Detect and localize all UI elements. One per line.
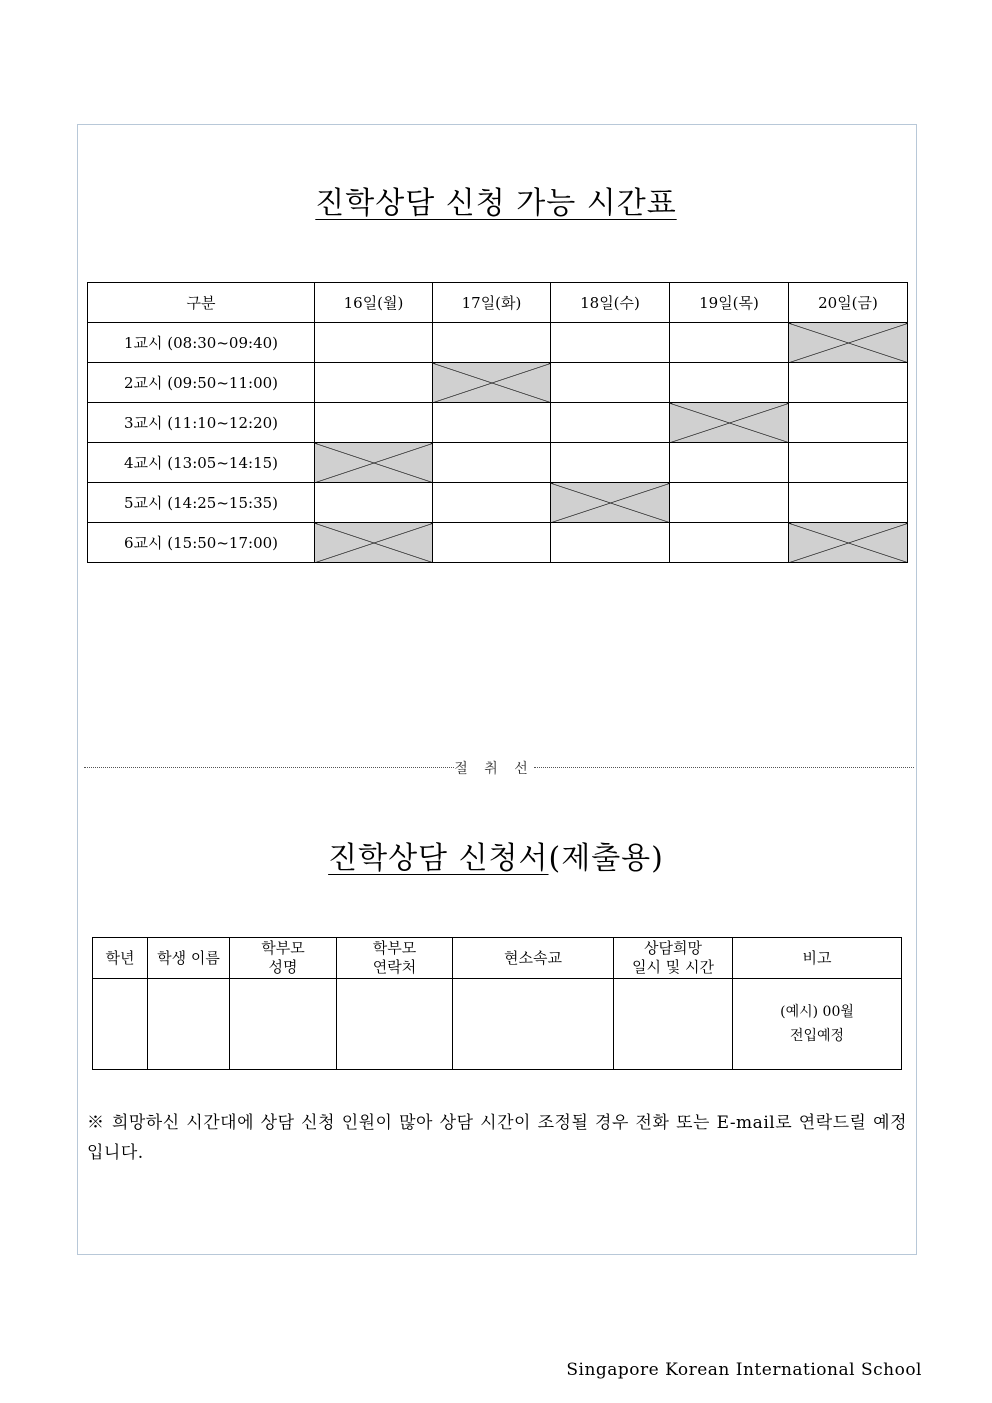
header-preferred-time-line2: 일시 및 시간	[632, 958, 714, 976]
schedule-row	[88, 363, 908, 403]
available-slot	[433, 443, 551, 483]
cut-line	[84, 758, 914, 778]
application-title-main: 진학상담 신청서	[328, 841, 549, 876]
header-current-school: 현소속교	[453, 938, 614, 979]
cut-line-right-dots	[534, 767, 914, 768]
available-slot	[670, 523, 789, 563]
header-parent-contact	[337, 938, 453, 979]
unavailable-slot	[551, 483, 670, 523]
header-preferred-time-line1: 상담희망	[644, 939, 702, 957]
available-slot	[789, 403, 908, 443]
period-label: 5교시 (14:25~15:35)	[88, 483, 315, 523]
remarks-field[interactable]	[733, 979, 902, 1070]
schedule-day-header: 16일(월)	[315, 283, 433, 323]
available-slot	[551, 323, 670, 363]
available-slot	[433, 403, 551, 443]
header-parent-contact-line2: 연락처	[372, 958, 417, 976]
period-label: 3교시 (11:10~12:20)	[88, 403, 315, 443]
header-parent-name	[230, 938, 337, 979]
available-slot	[433, 323, 551, 363]
preferred-time-field[interactable]	[614, 979, 733, 1070]
schedule-day-header: 17일(화)	[433, 283, 551, 323]
schedule-header-label: 구분	[88, 283, 315, 323]
unavailable-slot	[433, 363, 551, 403]
header-parent-name-line1: 학부모	[261, 939, 305, 957]
schedule-row	[88, 443, 908, 483]
remarks-example-line1: (예시) 00월	[780, 1004, 854, 1020]
application-entry-row	[93, 979, 902, 1070]
available-slot	[789, 483, 908, 523]
available-slot	[551, 523, 670, 563]
available-slot	[315, 483, 433, 523]
header-grade: 학년	[93, 938, 148, 979]
application-title	[0, 833, 992, 877]
remarks-example-line2: 전입예정	[789, 1028, 845, 1044]
notice-text: ※ 희망하신 시간대에 상담 신청 인원이 많아 상담 시간이 조정될 경우 전화 또는 E-mail로 연락드릴 예정입니다.	[87, 1113, 907, 1163]
available-slot	[433, 483, 551, 523]
header-parent-contact-line1: 학부모	[372, 939, 417, 957]
available-slot	[789, 363, 908, 403]
schedule-row	[88, 323, 908, 363]
period-label: 2교시 (09:50~11:00)	[88, 363, 315, 403]
school-footer: Singapore Korean International School	[566, 1360, 922, 1380]
application-header-row	[93, 938, 902, 979]
unavailable-slot	[315, 443, 433, 483]
schedule-header-row	[88, 283, 908, 323]
schedule-title	[0, 178, 992, 222]
available-slot	[315, 363, 433, 403]
period-label: 1교시 (08:30~09:40)	[88, 323, 315, 363]
period-label: 4교시 (13:05~14:15)	[88, 443, 315, 483]
available-slot	[551, 443, 670, 483]
schedule-table	[87, 282, 908, 563]
available-slot	[670, 323, 789, 363]
header-student-name: 학생 이름	[148, 938, 230, 979]
cut-line-left-dots	[84, 767, 454, 768]
available-slot	[670, 443, 789, 483]
parent-name-field[interactable]	[230, 979, 337, 1070]
available-slot	[433, 523, 551, 563]
schedule-day-header: 19일(목)	[670, 283, 789, 323]
schedule-row	[88, 523, 908, 563]
header-preferred-time	[614, 938, 733, 979]
application-title-suffix: (제출용)	[548, 841, 664, 876]
header-remarks: 비고	[733, 938, 902, 979]
schedule-title-text: 진학상담 신청 가능 시간표	[315, 186, 677, 221]
cut-line-label: 절 취 선	[454, 761, 534, 777]
unavailable-slot	[670, 403, 789, 443]
available-slot	[551, 363, 670, 403]
schedule-row	[88, 403, 908, 443]
available-slot	[670, 363, 789, 403]
schedule-day-header: 20일(금)	[789, 283, 908, 323]
period-label: 6교시 (15:50~17:00)	[88, 523, 315, 563]
unavailable-slot	[789, 523, 908, 563]
parent-contact-field[interactable]	[337, 979, 453, 1070]
available-slot	[315, 323, 433, 363]
student-name-field[interactable]	[148, 979, 230, 1070]
grade-field[interactable]	[93, 979, 148, 1070]
available-slot	[315, 403, 433, 443]
application-form-table	[92, 937, 902, 1070]
header-parent-name-line2: 성명	[268, 958, 298, 976]
available-slot	[670, 483, 789, 523]
unavailable-slot	[789, 323, 908, 363]
unavailable-slot	[315, 523, 433, 563]
available-slot	[551, 403, 670, 443]
current-school-field[interactable]	[453, 979, 614, 1070]
schedule-row	[88, 483, 908, 523]
schedule-day-header: 18일(수)	[551, 283, 670, 323]
available-slot	[789, 443, 908, 483]
